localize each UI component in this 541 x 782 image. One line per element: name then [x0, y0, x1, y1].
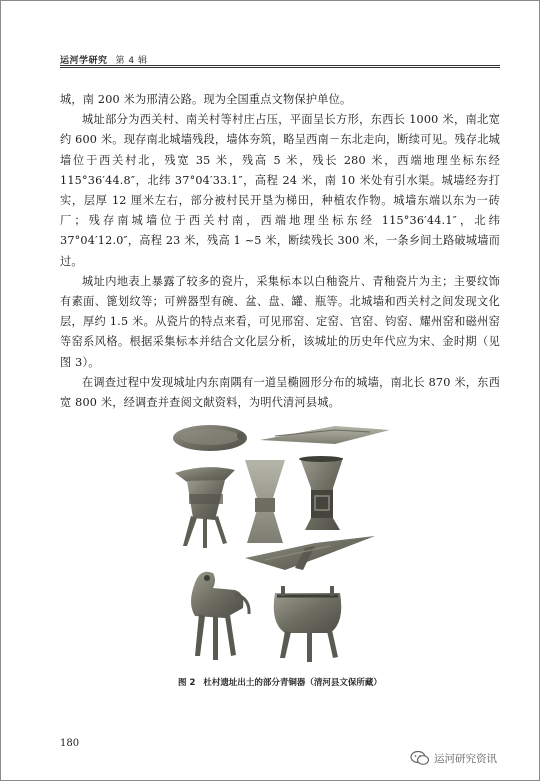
journal-title: 运河学研究 — [60, 56, 108, 66]
body-text — [60, 90, 500, 413]
wechat-icon — [410, 750, 430, 766]
paragraph: 城，南 200 米为邢清公路。现为全国重点文物保护单位。 — [60, 93, 352, 106]
bronze-gu-vessel-plain — [245, 460, 285, 543]
figure-bronzes — [165, 418, 395, 673]
paragraph: 在调查过程中发现城址内东南隅有一道呈椭圆形分布的城墙，南北长 870 米，东西宽 800 米，经调查并查阅文献资料，为明代清河县城。 — [60, 375, 500, 410]
watermark — [410, 748, 497, 768]
bronze-plaque — [173, 425, 247, 451]
figure-number: 图 2 — [178, 678, 196, 688]
page-number: 180 — [60, 738, 80, 749]
issue-label: 第 4 辑 — [115, 56, 148, 66]
bronze-ding-vessel — [274, 586, 342, 662]
watermark-text: 运河研究资讯 — [434, 752, 497, 765]
figure-caption-text: 杜村遗址出土的部分青铜器（清河县文保所藏） — [203, 678, 382, 688]
bronze-jue-vessel — [175, 467, 235, 548]
bronze-blade — [260, 426, 390, 444]
bronze-gu-vessel-decorated — [299, 456, 343, 530]
running-header — [60, 50, 500, 68]
figure-caption — [60, 676, 500, 688]
paragraph: 城址部分为西关村、南关村等村庄占压，平面呈长方形，东西长 1000 米，南北宽约 600 米。现存南北城墙残段，墙体夯筑，略呈西南－东北走向，断续可见。残存北城墙位于西关村北，残宽 35 米，残高 5 米，残长 280 米，西端地理坐标东经 115°36′44.8″，北纬 37°04′33.1″，高程 24 米，南 10 米处有引水渠。城墙经夯打实，层厚 12 厘米左右，部分被村民开垦为梯田，种植农作物。城墙东端以东为一砖厂；残存南城墙位于西关村南，西端地理坐标东经 115°36′44.1″，北纬 37°04′12.0″，高程 23 米，残高 1 ~5 米，断续残长 300 米，一条乡间土路破城墙而过。 — [60, 113, 500, 268]
header-rule-double — [60, 67, 500, 68]
paragraph: 城址内地表上暴露了较多的瓷片，采集标本以白釉瓷片、青釉瓷片为主；主要纹饰有素面、篦划纹等；可辨器型有碗、盆、盘、罐、瓶等。北城墙和西关村之间发现文化层，厚约 1.5 米。从瓷片的特点来看，可见邢窑、定窑、官窑、钧窑、耀州窑和磁州窑等窑系风格。根据采集标本并结合文化层分析，该城址的历史年代应为宋、金时期（见图 3）。 — [60, 274, 500, 369]
figure-image — [165, 418, 395, 673]
header-rule — [60, 65, 500, 66]
bronze-zoomorphic-vessel — [191, 572, 249, 660]
